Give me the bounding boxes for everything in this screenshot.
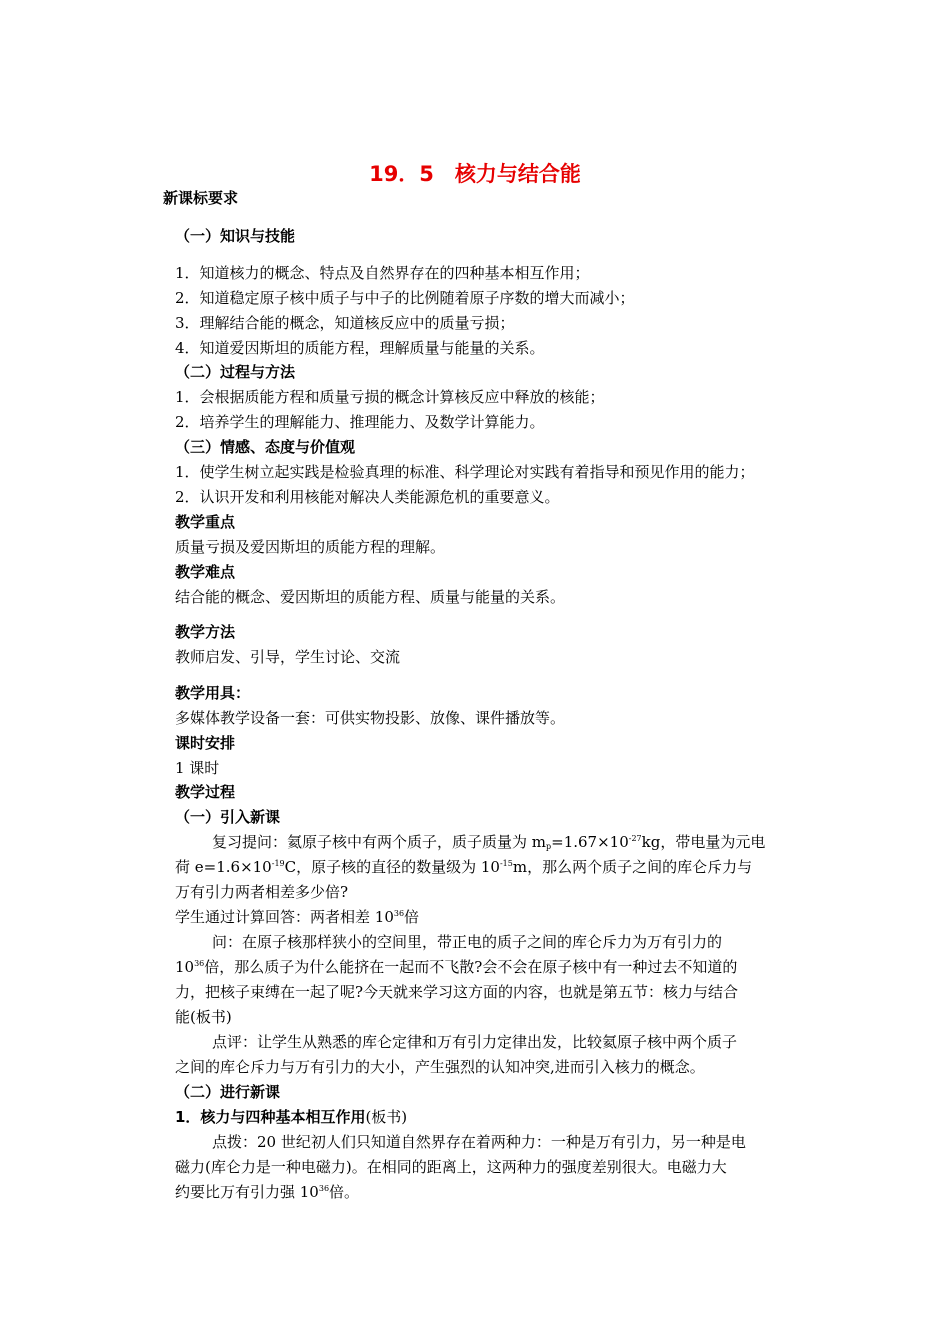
schedule-text: 1 课时 <box>175 759 220 777</box>
method-heading: 教学方法 <box>175 623 236 641</box>
difficulty-text: 结合能的概念、爱因斯坦的质能方程、质量与能量的关系。 <box>175 588 566 606</box>
new-lesson-heading: （二）进行新课 <box>175 1083 281 1101</box>
focus-heading: 教学重点 <box>175 513 236 531</box>
emotion-item: 2．认识开发和利用核能对解决人类能源危机的重要意义。 <box>175 488 560 506</box>
process-heading: （二）过程与方法 <box>175 363 296 381</box>
question-line: 问：在原子核那样狭小的空间里，带正电的质子之间的库仑斥力为万有引力的 <box>212 933 723 951</box>
method-text: 教师启发、引导，学生讨论、交流 <box>175 648 401 666</box>
knowledge-item: 1．知道核力的概念、特点及自然界存在的四种基本相互作用； <box>175 264 590 282</box>
focus-text: 质量亏损及爱因斯坦的质能方程的理解。 <box>175 538 446 556</box>
process-item: 2．培养学生的理解能力、推理能力、及数学计算能力。 <box>175 413 545 431</box>
question-line: 力，把核子束缚在一起了呢?今天就来学习这方面的内容，也就是第五节：核力与结合 <box>175 983 739 1001</box>
comment-line: 点评：让学生从熟悉的库仑定律和万有引力定律出发，比较氦原子核中两个质子 <box>212 1033 738 1051</box>
comment-line: 之间的库仑斥力与万有引力的大小，产生强烈的认知冲突,进而引入核力的概念。 <box>175 1058 705 1076</box>
hint-line: 点拨：20 世纪初人们只知道自然界存在着两种力：一种是万有引力，另一种是电 <box>212 1133 746 1151</box>
process-main-heading: 教学过程 <box>175 783 236 801</box>
process-item: 1．会根据质能方程和质量亏损的概念计算核反应中释放的核能； <box>175 388 605 406</box>
knowledge-heading: （一）知识与技能 <box>175 227 296 245</box>
requirements-heading: 新课标要求 <box>163 189 239 207</box>
emotion-heading: （三）情感、态度与价值观 <box>175 438 356 456</box>
question-line: 能(板书) <box>175 1008 232 1026</box>
question-line: $10^{36}$倍，那么质子为什么能挤在一起而不飞散?会不会在原子核中有一种过去不知道的 <box>175 958 738 976</box>
knowledge-item: 4．知道爱因斯坦的质能方程，理解质量与能量的关系。 <box>175 339 545 357</box>
hint-line: 约要比万有引力强 $10^{36}$倍。 <box>175 1183 360 1201</box>
hint-line: 磁力(库仑力是一种电磁力)。在相同的距离上，这两种力的强度差别很大。电磁力大 <box>175 1158 727 1176</box>
emotion-item: 1．使学生树立起实践是检验真理的标准、科学理论对实践有着指导和预见作用的能力； <box>175 463 755 481</box>
review-question-line: 万有引力两者相差多少倍? <box>175 883 349 901</box>
tools-text: 多媒体教学设备一套：可供实物投影、放像、课件播放等。 <box>175 709 566 727</box>
knowledge-item: 3．理解结合能的概念，知道核反应中的质量亏损； <box>175 314 515 332</box>
intro-heading: （一）引入新课 <box>175 808 281 826</box>
review-question-line: 复习提问：氦原子核中有两个质子，质子质量为 $m_p=1.67\times 10^{-27}kg$，带电量为元电 <box>212 833 766 851</box>
page-title: 19．5 核力与结合能 <box>369 162 581 186</box>
review-question-line: 荷 $e=1.6\times 10^{-19}C$，原子核的直径的数量级为 $10^{-15}m$，那么两个质子之间的库仑斥力与 <box>175 858 753 876</box>
difficulty-heading: 教学难点 <box>175 563 236 581</box>
student-answer: 学生通过计算回答：两者相差 $10^{36}$倍 <box>175 908 420 926</box>
knowledge-item: 2．知道稳定原子核中质子与中子的比例随着原子序数的增大而减小； <box>175 289 635 307</box>
tools-heading: 教学用具： <box>175 684 251 702</box>
schedule-heading: 课时安排 <box>175 734 236 752</box>
subsection-heading: 1．核力与四种基本相互作用(板书) <box>175 1108 408 1126</box>
